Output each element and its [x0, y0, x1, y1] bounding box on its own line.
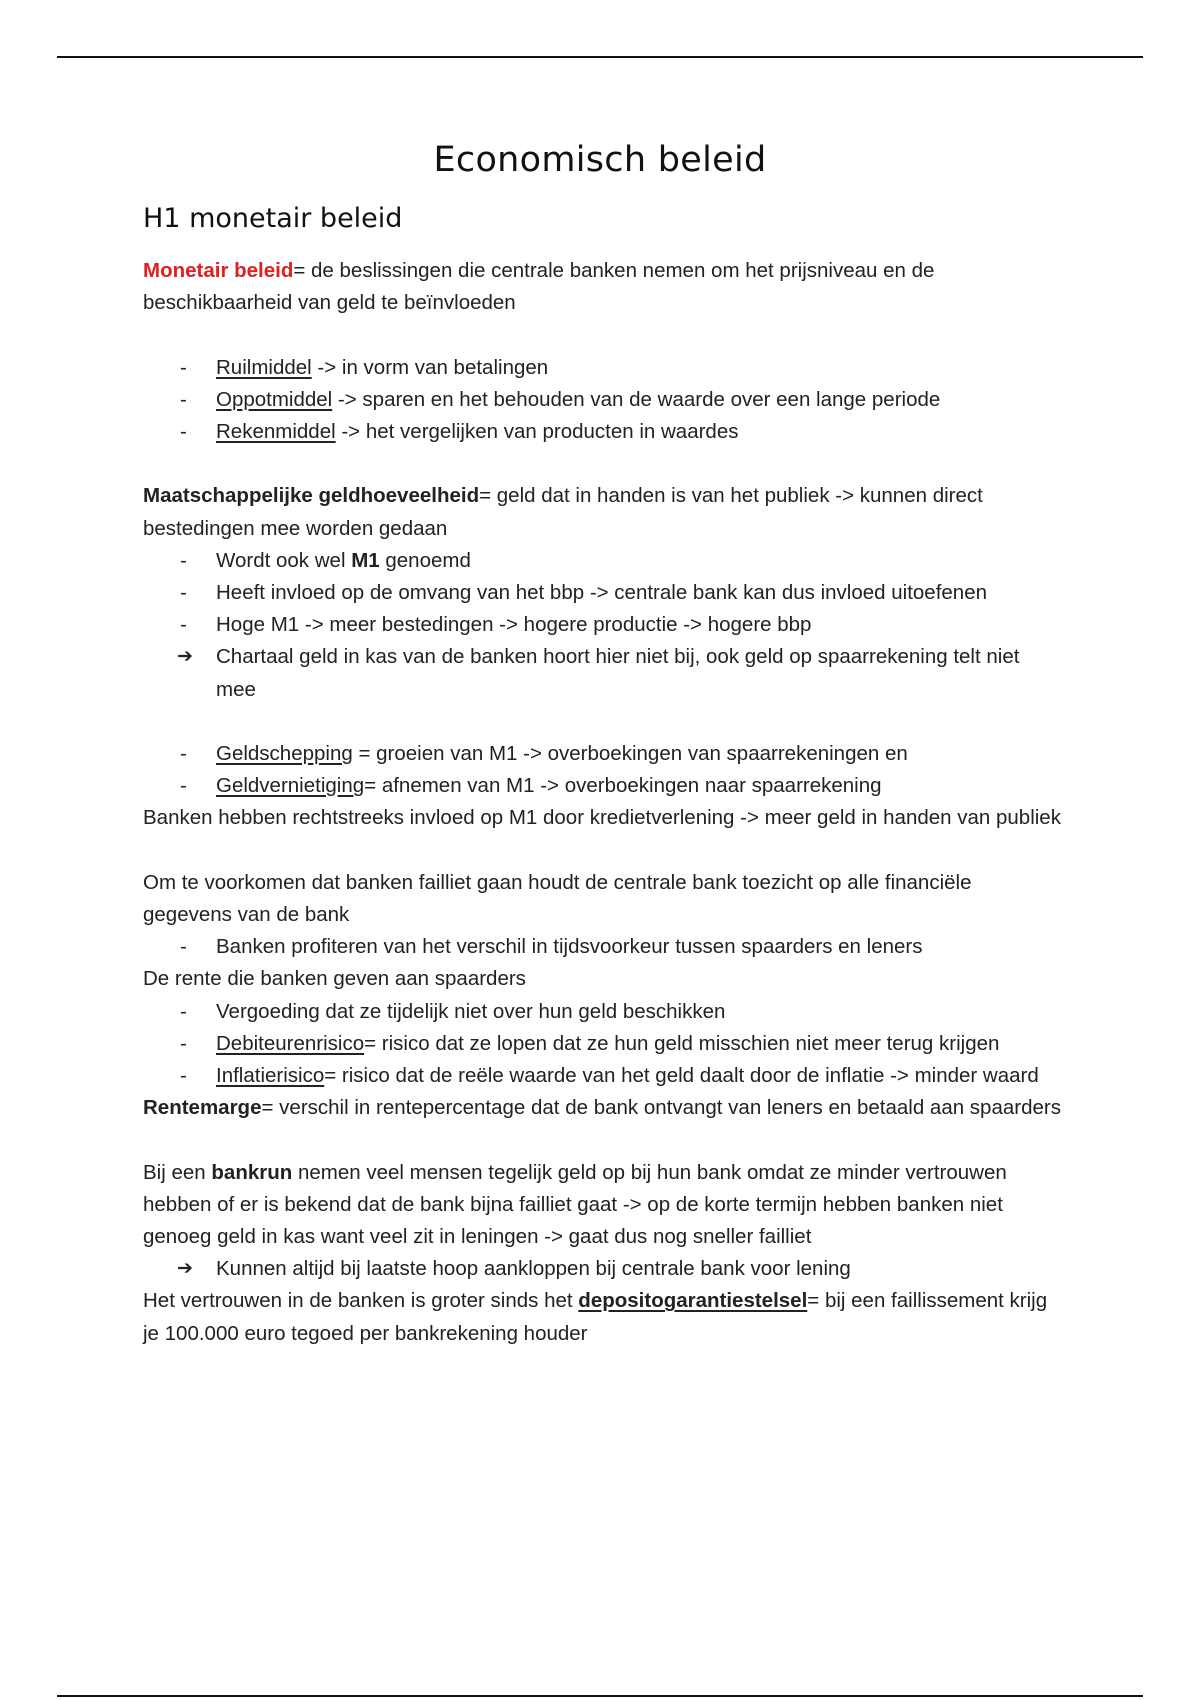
paragraph-text: Bij een: [143, 1160, 212, 1184]
list-text: Hoge M1 -> meer bestedingen -> hogere productie -> hogere bbp: [216, 613, 812, 637]
list-item: [143, 545, 1063, 577]
list-term: Debiteurenrisico: [216, 1031, 365, 1055]
term-depositogarantiestelsel: depositogarantiestelsel: [578, 1289, 808, 1313]
arrow-right-icon: ➔: [177, 646, 193, 668]
list-item: [143, 384, 1063, 416]
list-text: Chartaal geld in kas van de banken hoort hier niet bij, ook geld op spaarrekening telt niet mee: [216, 645, 1020, 701]
dash-bullet: -: [180, 420, 187, 443]
paragraph-text: Het vertrouwen in de banken is groter sinds het: [143, 1289, 579, 1313]
dash-bullet: -: [180, 774, 187, 798]
dash-bullet: -: [180, 355, 187, 379]
dash-bullet: -: [180, 742, 187, 765]
list-item: [143, 352, 1063, 384]
term-rentemarge: Rentemarge: [143, 1096, 262, 1120]
list-item: [143, 1060, 1063, 1092]
list-term: Geldvernietiging: [216, 774, 365, 798]
definition-geldhoeveelheid: [143, 480, 1063, 544]
paragraph-bankrun: [143, 1157, 1063, 1254]
dash-bullet: -: [180, 1031, 187, 1055]
list-item: [143, 996, 1063, 1028]
paragraph: De rente die banken geven aan spaarders: [143, 967, 526, 991]
definition-text: = geld dat in handen is van het publiek -> kunnen direct bestedingen mee worden gedaan: [143, 484, 983, 540]
definition-monetair-beleid: [143, 255, 1063, 319]
term-geldhoeveelheid: Maatschappelijke geldhoeveelheid: [143, 484, 480, 508]
dash-bullet: -: [180, 935, 187, 959]
list-text: = risico dat ze lopen dat ze hun geld misschien niet meer terug krijgen: [364, 1031, 1000, 1055]
dash-bullet: -: [180, 581, 187, 604]
list-text: Banken profiteren van het verschil in tijdsvoorkeur tussen spaarders en leners: [216, 935, 923, 959]
list-text: -> het vergelijken van producten in waardes: [335, 420, 739, 443]
list-text: = risico dat de reële waarde van het geld daalt door de inflatie -> minder waard: [324, 1064, 1039, 1088]
footer-rule: [57, 1695, 1143, 1697]
list-text: genoemd: [379, 548, 471, 572]
paragraph-depositogarantie: [143, 1285, 1063, 1349]
paragraph-text: = bij een faillissement krijg je 100.000 euro tegoed per bankrekening houder: [143, 1289, 1048, 1345]
paragraph: Banken hebben rechtstreeks invloed op M1 door kredietverlening -> meer geld in handen van publiek: [143, 806, 1061, 830]
list-text: Heeft invloed op de omvang van het bbp -> centrale bank kan dus invloed uitoefenen: [216, 581, 987, 604]
header-rule: [57, 56, 1143, 58]
term-bankrun: bankrun: [211, 1160, 293, 1184]
list-term: Inflatierisico: [216, 1064, 325, 1088]
arrow-right-icon: ➔: [177, 1258, 193, 1280]
definition-text: = de beslissingen die centrale banken nemen om het prijsniveau en de beschikbaarheid van geld te beïnvloeden: [143, 259, 935, 315]
term-monetair-beleid: Monetair beleid: [143, 259, 294, 282]
definition-text: = verschil in rentepercentage dat de bank ontvangt van leners en betaald aan spaarders: [261, 1096, 1061, 1120]
definition-rentemarge: [143, 1092, 1063, 1124]
dash-bullet: -: [180, 999, 187, 1023]
list-item: [143, 609, 1063, 641]
list-item: [143, 931, 1063, 963]
list-text: Wordt ook wel: [216, 548, 352, 572]
list-term: Geldschepping: [216, 742, 353, 765]
list-item: [143, 1028, 1063, 1060]
page-title: Economisch beleid: [433, 140, 767, 180]
list-text: Kunnen altijd bij laatste hoop aankloppen bij centrale bank voor lening: [216, 1257, 851, 1281]
dash-bullet: -: [180, 548, 187, 572]
list-text: = afnemen van M1 -> overboekingen naar spaarrekening: [364, 774, 882, 798]
arrow-item: [143, 641, 1063, 705]
term-m1: M1: [351, 548, 380, 572]
dash-bullet: -: [180, 613, 187, 637]
list-term: Rekenmiddel: [216, 420, 336, 443]
list-item: [143, 738, 1063, 770]
list-text: = groeien van M1 -> overboekingen van spaarrekeningen en: [352, 742, 908, 765]
dash-bullet: -: [180, 1064, 187, 1088]
list-text: -> sparen en het behouden van de waarde over een lange periode: [332, 387, 941, 411]
paragraph-text: nemen veel mensen tegelijk geld op bij hun bank omdat ze minder vertrouwen hebben of er is bekend dat de bank bijna failliet gaat -> op de korte termijn hebben banken niet genoeg geld in kas want veel zit in leningen -> gaat dus nog sneller failliet: [143, 1160, 1007, 1249]
arrow-item: [143, 1253, 1063, 1285]
list-term: Oppotmiddel: [216, 387, 333, 411]
document-body: [143, 255, 1063, 1350]
list-text: -> in vorm van betalingen: [311, 355, 549, 379]
list-item: [143, 770, 1063, 802]
paragraph: Om te voorkomen dat banken failliet gaan houdt de centrale bank toezicht op alle financiële gegevens van de bank: [143, 870, 972, 926]
list-item: [143, 416, 1063, 448]
list-item: [143, 577, 1063, 609]
list-text: Vergoeding dat ze tijdelijk niet over hun geld beschikken: [216, 999, 726, 1023]
section-heading: H1 monetair beleid: [143, 203, 403, 234]
list-term: Ruilmiddel: [216, 355, 312, 379]
dash-bullet: -: [180, 387, 187, 411]
